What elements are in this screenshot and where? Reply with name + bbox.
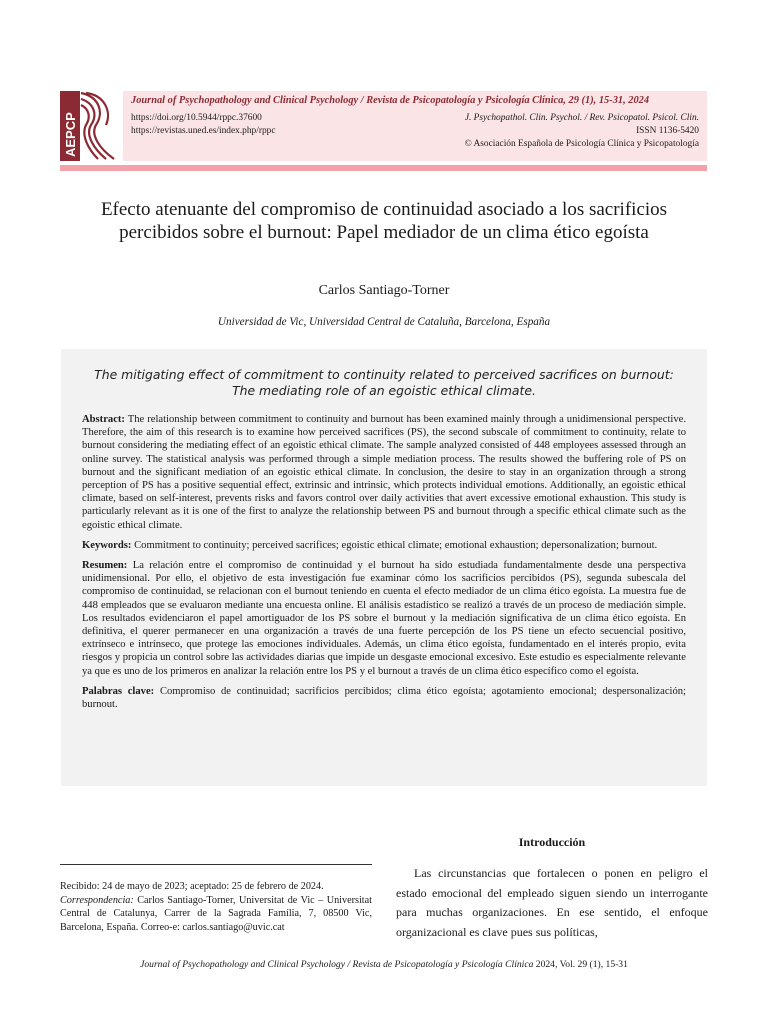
footer-journal: Journal of Psychopathology and Clinical Psychology / Revista de Psicopatología y Psicología Clínica	[140, 959, 534, 970]
footnote-divider	[60, 864, 372, 865]
journal-abbrev: J. Psychopathol. Clin. Psychol. / Rev. Psicopatol. Psicol. Clin.	[464, 113, 699, 123]
footer-citation: 2024, Vol. 29 (1), 15-31	[535, 959, 628, 970]
palabras-label: Palabras clave:	[82, 685, 155, 697]
abstract-paragraph	[82, 413, 686, 532]
journal-title: Journal of Psychopathology and Clinical Psychology / Revista de Psicopatología y Psicología Clínica, 29 (1), 15-31, 2024	[131, 95, 650, 106]
abstract-label: Abstract:	[82, 414, 125, 425]
page-footer	[0, 959, 768, 970]
logo-text: AEPCP	[63, 112, 78, 157]
introduction-text: Las circunstancias que fortalecen o ponen en peligro el estado emocional del empleado siguen siendo un interrogante para muchas organizaciones. En ese sentido, el enfoque organizacional es clave pues sus políticas,	[396, 866, 708, 939]
correspondence-label: Correspondencia:	[60, 894, 134, 906]
abstract-box	[61, 349, 707, 786]
abstract-text: The relationship between commitment to continuity and burnout has been examined mainly through a unidimensional perspective. Therefore, the aim of this research is to examine how perceived sacrifices (PS), the second subscale of commitment to continuity, relate to burnout considering the mediating effect of an egoistic ethical climate. The sample analyzed consisted of 448 employees assessed through an online survey. The statistical analysis was performed through a simple mediation process. The results showed the buffering role of PS on burnout and the significant mediation of an egoistic ethical climate. In conclusion, the desire to stay in an organization through a strong perception of PS has a positive sequential effect, extrinsic and intrinsic, which protects individual emotions. Additionally, an egoistic ethical climate, based on self-interest, prevents risks and favors control over daily activities that avert excessive emotional exhaustion. This study is particularly relevant as it is one of the first to analyze the relationship between PS and burnout through a specific ethical climate such as the egoistic ethical climate.	[82, 414, 686, 531]
keywords-paragraph	[82, 539, 686, 552]
english-title: The mitigating effect of commitment to continuity related to perceived sacrifices on burnout: The mediating role of an egoistic ethical climate.	[94, 367, 674, 398]
journal-logo	[60, 91, 116, 161]
resumen-label: Resumen:	[82, 560, 128, 572]
correspondence-text: Carlos Santiago-Torner, Universitat de Vic – Universitat Central de Catalunya, Carrer de la Sagrada Família, 7, 08500 Vic, Barcelona, España. Correo-e: carlos.santiago@uvic.cat	[60, 894, 372, 933]
received-dates: Recibido: 24 de mayo de 2023; aceptado: 25 de febrero de 2024.	[60, 881, 324, 892]
doi-link[interactable]: https://doi.org/10.5944/rppc.37600	[131, 113, 262, 123]
keywords-label: Keywords:	[82, 539, 132, 551]
footnote	[60, 880, 372, 934]
header-divider	[60, 165, 707, 171]
keywords-text: Commitment to continuity; perceived sacrifices; egoistic ethical climate; emotional exhaustion; depersonalization; burnout.	[134, 539, 658, 551]
resumen-paragraph	[82, 559, 686, 678]
issn: ISSN 1136-5420	[636, 126, 699, 136]
author-affiliation: Universidad de Vic, Universidad Central de Cataluña, Barcelona, España	[217, 316, 551, 328]
article-title: Efecto atenuante del compromiso de continuidad asociado a los sacrificios percibidos sobre el burnout: Papel mediador de un clima ético egoísta	[100, 199, 668, 243]
palabras-paragraph	[82, 685, 686, 711]
introduction-heading: Introducción	[518, 835, 586, 849]
palabras-text: Compromiso de continuidad; sacrificios percibidos; clima ético egoísta; agotamiento emocional; despersonalización; burnout.	[82, 685, 687, 711]
copyright: © Asociación Española de Psicología Clínica y Psicopatología	[464, 139, 699, 149]
resumen-text: La relación entre el compromiso de continuidad y el burnout ha sido estudiada fundamentalmente desde una perspectiva unidimensional. Por ello, el objetivo de esta investigación fue examinar cómo los sacrificios percibidos (PS), segunda subescala del compromiso de continuidad, se relacionan con el burnout teniendo en cuenta el efecto mediador de un clima ético egoísta. La muestra fue de 448 empleados que se evaluaron mediante una encuesta online. El análisis estadístico se realizó a través de un proceso de mediación simple. Los resultados evidenciaron el papel amortiguador de los PS sobre el burnout y la mediación significativa de un clima ético egoísta. En definitiva, el querer permanecer en una organización a través de una fuerte percepción de los PS tiene un efecto secuencial positivo, extrínseco e intrínseco, que protege las emociones individuales. Además, un clima ético egoísta, fundamentado en el interés propio, evita riesgos y propicia un control sobre las actividades diarias que impide un desgaste emocional excesivo. Este estudio es especialmente relevante ya que es uno de los primeros en analizar la relación entre los PS y el burnout a través de un clima ético específico como el egoísta.	[82, 560, 686, 677]
journal-header	[123, 91, 707, 161]
journal-url-link[interactable]: https://revistas.uned.es/index.php/rppc	[131, 126, 276, 136]
author-name: Carlos Santiago-Torner	[318, 283, 450, 298]
